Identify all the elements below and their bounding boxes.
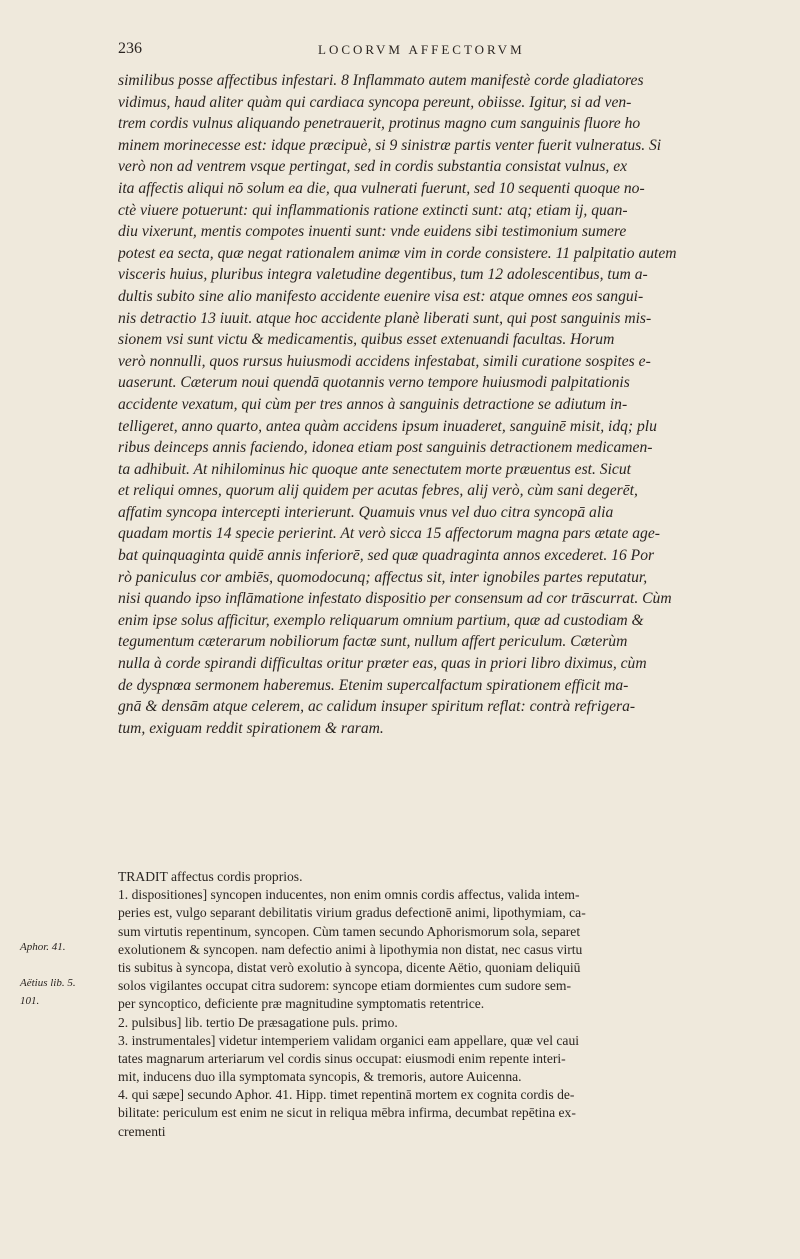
main-text-line: ita affectis aliqui nō solum ea die, qua vulnerati fuerunt, sed 10 sequenti quoque no- — [118, 179, 645, 197]
main-text-line: ctè viuere potuerunt: qui inflammationis ratione extincti sunt: atq; etiam ij, quan- — [118, 201, 628, 219]
main-text-line: potest ea secta, quæ negat rationalem animæ vim in corde consistere. 11 palpitatio autem — [118, 244, 677, 262]
commentary-line: 1. dispositiones] syncopen inducentes, non enim omnis cordis affectus, valida intem- — [118, 887, 580, 903]
main-text-line: quadam mortis 14 specie perierint. At verò sicca 15 affectorum magna pars ætate age- — [118, 525, 660, 543]
commentary-line: 2. pulsibus] lib. tertio De præsagatione puls. primo. — [118, 1014, 398, 1030]
main-text-line: et reliqui omnes, quorum alij quidem per acutas febres, alij verò, cùm sani degerēt, — [118, 482, 638, 500]
main-text-line: diu vixerunt, mentis compotes inuenti sunt: vnde euidens sibi testimonium sumere — [118, 223, 627, 241]
main-text-line: dultis subito sine alio manifesto accidente euenire visa est: atque omnes eos sangui- — [118, 287, 644, 305]
main-text-line: sionem vsi sunt victu & medicamentis, quibus esset extenuandi facultas. Horum — [118, 331, 615, 349]
main-text-line: ribus deinceps annis faciendo, idonea etiam post sanguinis detractionem medicamen- — [118, 439, 653, 457]
main-text-line: enim ipse solus afficitur, exemplo reliquarum omnium partium, quæ ad custodiam & — [118, 611, 644, 629]
main-text-line: de dyspnœa sermonem haberemus. Etenim supercalfactum spirationem efficit ma- — [118, 676, 629, 694]
main-text-line: rò paniculus cor ambiēs, quomodocunq; affectus sit, inter ignobiles partes reputatur, — [118, 568, 648, 586]
main-text-line: accidente vexatum, qui cùm per tres annos à sanguinis detractione se adiutum in- — [118, 395, 628, 413]
main-text-line: bat quinquaginta quidē annis inferiorē, sed quæ quadraginta annos excederet. 16 Por — [118, 547, 655, 565]
running-title: LOCORVM AFFECTORVM — [318, 42, 525, 57]
margin-note: Aphor. 41. — [20, 940, 66, 953]
commentary-line: per syncoptico, deficiente præ magnitudine symptomatis retentrice. — [118, 996, 485, 1012]
main-text-line: verò nonnulli, quos rursus huiusmodi accidens infestabat, simili curatione sospites e- — [118, 352, 651, 370]
commentary-line: 3. instrumentales] videtur intemperiem validam organici eam appellare, quæ vel caui — [118, 1032, 580, 1048]
commentary-line: sum virtutis repentinum, syncopen. Cùm tamen secundo Aphorismorum sola, separet — [118, 923, 581, 939]
commentary-line: tates magnarum arteriarum vel cordis sinus occupat: eiusmodi enim repente interi- — [118, 1050, 566, 1066]
commentary-line: tis subitus à syncopa, distat verò exolutio à syncopa, dicente Aëtio, quoniam deliquiū — [118, 959, 581, 975]
main-text-line: nisi quando ipso inflāmatione infestato dispositio per consensum ad cor trāscurrat. Cùm — [118, 590, 672, 608]
main-text-line: trem cordis vulnus aliquando penetrauerit, protinus magno cum sanguinis fluore ho — [118, 115, 641, 133]
commentary-line: TRADIT affectus cordis proprios. — [118, 869, 303, 884]
page-header — [118, 40, 758, 62]
margin-note: Aëtius lib. 5. — [20, 977, 76, 990]
commentary-line: peries est, vulgo separant debilitatis virium gradus defectionē animi, lipothymiam, ca- — [118, 905, 586, 921]
commentary-line: crementi — [118, 1123, 166, 1139]
main-text-block — [118, 70, 763, 739]
main-text-line: nulla à corde spirandi difficultas oritur præter eas, quas in priori libro diximus, cùm — [118, 655, 647, 673]
main-text-line: verò non ad ventrem vsque pertingat, sed in cordis substantia consistat vulnus, ex — [118, 158, 628, 176]
commentary-line: solos vigilantes occupat citra sudorem: syncope etiam dormientes cum sudore sem- — [118, 978, 572, 994]
commentary-line: bilitate: periculum est enim ne sicut in reliqua mēbra infirma, decumbat repētina ex- — [118, 1105, 576, 1121]
main-text-line: affatim syncopa intercepti interierunt. Quamuis vnus vel duo citra syncopā alia — [118, 503, 614, 521]
margin-note: 101. — [20, 995, 40, 1008]
main-text-line: ta adhibuit. At nihilominus hic quoque ante senectutem morte præuentus est. Sicut — [118, 460, 631, 478]
commentary-line: mit, inducens duo illa symptomata syncopis, & tremoris, autore Auicenna. — [118, 1069, 522, 1085]
commentary-line: exolutionem & syncopen. nam defectio animi à lipothymia non distat, nec casus virtu — [118, 941, 583, 957]
main-text-line: tum, exiguam reddit spirationem & raram. — [118, 719, 384, 737]
main-text-line: telligeret, anno quarto, antea quàm accidens ipsum inuaderet, sanguinē misit, idq; plu — [118, 417, 657, 435]
main-text-line: gnā & densām atque celerem, ac calidum insuper spiritum reflat: contrà refrigera- — [118, 698, 636, 716]
main-text-line: tegumentum cæterarum nobiliorum factæ sunt, nullum affert periculum. Cæterùm — [118, 633, 628, 651]
main-text-line: visceris huius, pluribus integra valetudine degentibus, tum 12 adolescentibus, tum a- — [118, 266, 648, 284]
main-text-line: vidimus, haud aliter quàm qui cardiaca syncopa pereunt, obiisse. Igitur, si ad ven- — [118, 93, 632, 111]
main-text-line: uaserunt. Cæterum noui quendā quotannis verno tempore huiusmodi palpitationis — [118, 374, 630, 392]
commentary-line: 4. qui sæpe] secundo Aphor. 41. Hipp. timet repentinā mortem ex cognita cordis de- — [118, 1087, 575, 1103]
main-text-line: similibus posse affectibus infestari. 8 Inflammato autem manifestè corde gladiatores — [118, 72, 644, 89]
main-text-line: minem morinecesse est: idque præcipuè, si 9 sinistræ partis venter fuerit vulneratus. Si — [118, 136, 662, 154]
main-text-line: nis detractio 13 iuuit. atque hoc accidente planè liberati sunt, qui post sanguinis mis- — [118, 309, 652, 327]
commentary-block — [118, 868, 763, 1141]
page-number: 236 — [118, 40, 142, 57]
